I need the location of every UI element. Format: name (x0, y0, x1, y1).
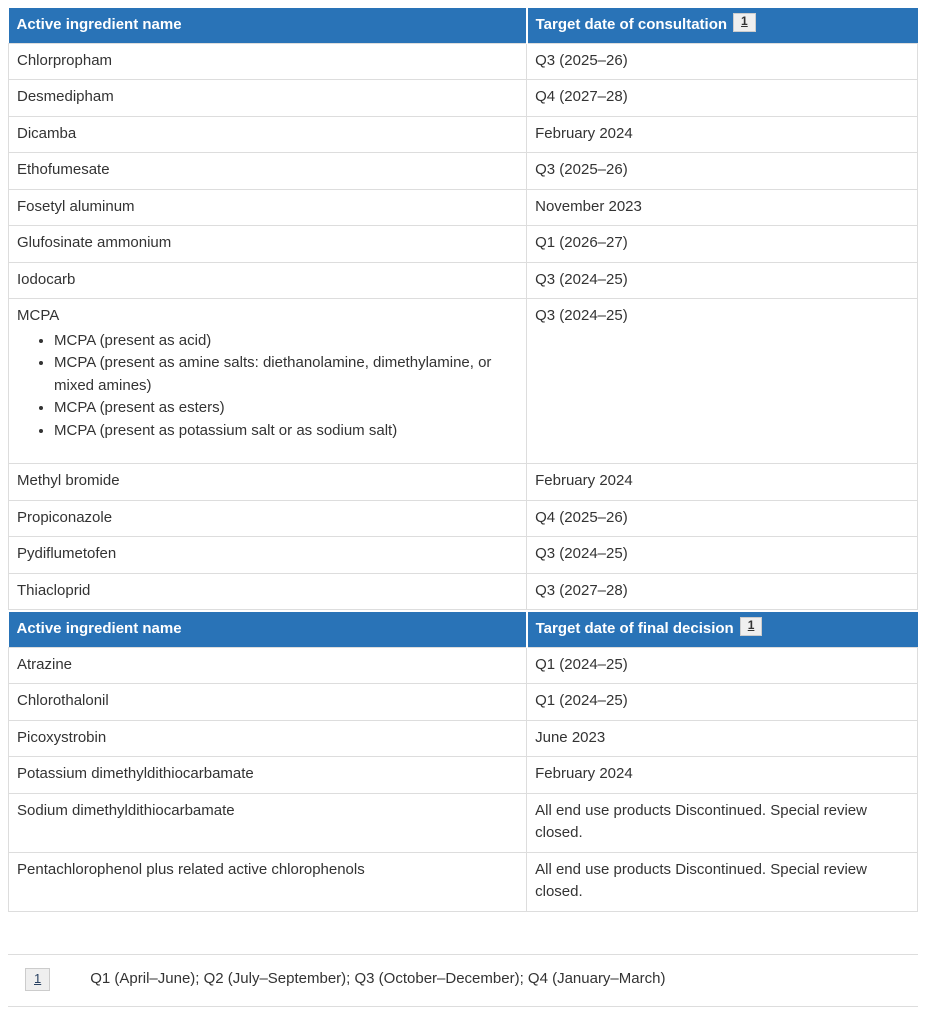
target-date-cell: February 2024 (527, 116, 918, 153)
ingredient-variant-list (17, 330, 516, 443)
footnote-1-link[interactable]: 1 (733, 13, 756, 32)
table-row (9, 684, 918, 721)
ingredient-name-cell (9, 226, 527, 263)
target-date-cell: Q3 (2027–28) (527, 573, 918, 610)
ingredient-name-cell (9, 153, 527, 190)
ingredient-name-cell (9, 537, 527, 574)
target-date-cell: Q3 (2025–26) (527, 153, 918, 190)
table-row (9, 757, 918, 794)
column-header-label: Target date of final decision (535, 620, 734, 637)
table-row (9, 299, 918, 464)
ingredient-name-cell (9, 647, 527, 684)
table-row (9, 573, 918, 610)
ingredient-variant-item: • MCPA (present as esters) (54, 397, 516, 420)
table-row (9, 793, 918, 852)
table-row (9, 500, 918, 537)
column-header-label: Active ingredient name (16, 16, 182, 33)
ingredient-name: Picoxystrobin (17, 728, 107, 746)
ingredient-name: Fosetyl aluminum (17, 197, 135, 215)
target-date-cell: Q4 (2025–26) (527, 500, 918, 537)
footnote-item (8, 955, 918, 1007)
ingredient-name: Chlorpropham (17, 51, 113, 69)
ingredient-name: Propiconazole (17, 508, 113, 526)
ingredient-name-cell (9, 80, 527, 117)
table-row (9, 262, 918, 299)
table-row (9, 647, 918, 684)
target-date-cell: All end use products Discontinued. Special review closed. (527, 793, 918, 852)
ingredient-name: Glufosinate ammonium (17, 234, 172, 251)
footnotes-section (8, 954, 918, 1008)
ingredient-name-cell (9, 262, 527, 299)
ingredient-name: Pydiflumetofen (17, 545, 117, 562)
ingredient-name-cell (9, 464, 527, 501)
final-decision-table-head (9, 612, 918, 647)
table-row (9, 153, 918, 190)
target-date-cell: Q3 (2024–25) (527, 537, 918, 574)
ingredient-name-cell (9, 852, 527, 911)
consultation-table-head (9, 8, 918, 43)
ingredient-name-cell (9, 757, 527, 794)
ingredient-name-cell (9, 684, 527, 721)
divider (8, 1006, 918, 1007)
column-header-final-decision-date (527, 612, 918, 647)
target-date-cell: February 2024 (527, 757, 918, 794)
column-header-label: Target date of consultation (535, 16, 728, 33)
ingredient-name-cell (9, 793, 527, 852)
ingredient-name: Chlorothalonil (17, 692, 109, 709)
table-row (9, 226, 918, 263)
target-date-cell: All end use products Discontinued. Special review closed. (527, 852, 918, 911)
ingredient-name-cell (9, 43, 527, 80)
ingredient-variant-item: • MCPA (present as acid) (54, 330, 516, 353)
ingredient-name: Iodocarb (17, 270, 76, 288)
table-row (9, 80, 918, 117)
table-row (9, 720, 918, 757)
ingredient-name: Pentachlorophenol plus related active chlorophenols (17, 860, 365, 878)
target-date-cell: Q3 (2024–25) (527, 262, 918, 299)
target-date-cell: Q1 (2024–25) (527, 684, 918, 721)
table-row (9, 189, 918, 226)
target-date-cell: November 2023 (527, 189, 918, 226)
column-header-label: Active ingredient name (16, 620, 182, 637)
table-row (9, 537, 918, 574)
ingredient-name-cell (9, 189, 527, 226)
ingredient-name: Atrazine (17, 655, 73, 673)
header-row (9, 8, 918, 43)
target-date-cell: Q3 (2025–26) (527, 43, 918, 80)
target-date-cell: February 2024 (527, 464, 918, 501)
ingredient-name-cell (9, 720, 527, 757)
ingredient-name: Potassium dimethyldithiocarbamate (17, 765, 254, 782)
final-decision-table (8, 612, 918, 912)
ingredient-variant-item: • MCPA (present as potassium salt or as sodium salt) (54, 420, 516, 443)
target-date-cell: Q1 (2026–27) (527, 226, 918, 263)
footnote-text: Q1 (April–June); Q2 (July–September); Q3 (October–December); Q4 (January–March) (90, 969, 666, 987)
ingredient-name-cell (9, 573, 527, 610)
final-decision-table-body (9, 647, 918, 911)
ingredient-name: Thiacloprid (17, 581, 91, 599)
ingredient-variant-item: • MCPA (present as amine salts: diethanolamine, dimethylamine, or mixed amines) (54, 352, 516, 397)
ingredient-name-cell (9, 299, 527, 464)
header-row (9, 612, 918, 647)
column-header-active-ingredient (9, 612, 527, 647)
table-row (9, 852, 918, 911)
column-header-consultation-date (527, 8, 918, 43)
footnote-1-anchor[interactable]: 1 (25, 968, 50, 992)
consultation-table-body (9, 43, 918, 610)
table-row (9, 43, 918, 80)
footnote-1-link[interactable]: 1 (740, 617, 763, 636)
target-date-cell: Q1 (2024–25) (527, 647, 918, 684)
ingredient-name: Dicamba (17, 124, 77, 142)
ingredient-name: Ethofumesate (17, 161, 110, 178)
table-row (9, 116, 918, 153)
table-row (9, 464, 918, 501)
ingredient-name-cell (9, 116, 527, 153)
ingredient-name: Methyl bromide (17, 472, 120, 489)
ingredient-name: Sodium dimethyldithiocarbamate (17, 801, 235, 819)
target-date-cell: Q3 (2024–25) (527, 299, 918, 464)
ingredient-name-cell (9, 500, 527, 537)
target-date-cell: Q4 (2027–28) (527, 80, 918, 117)
ingredient-name: MCPA (17, 307, 60, 324)
consultation-table (8, 8, 918, 610)
target-date-cell: June 2023 (527, 720, 918, 757)
column-header-active-ingredient (9, 8, 527, 43)
ingredient-name: Desmedipham (17, 88, 114, 105)
